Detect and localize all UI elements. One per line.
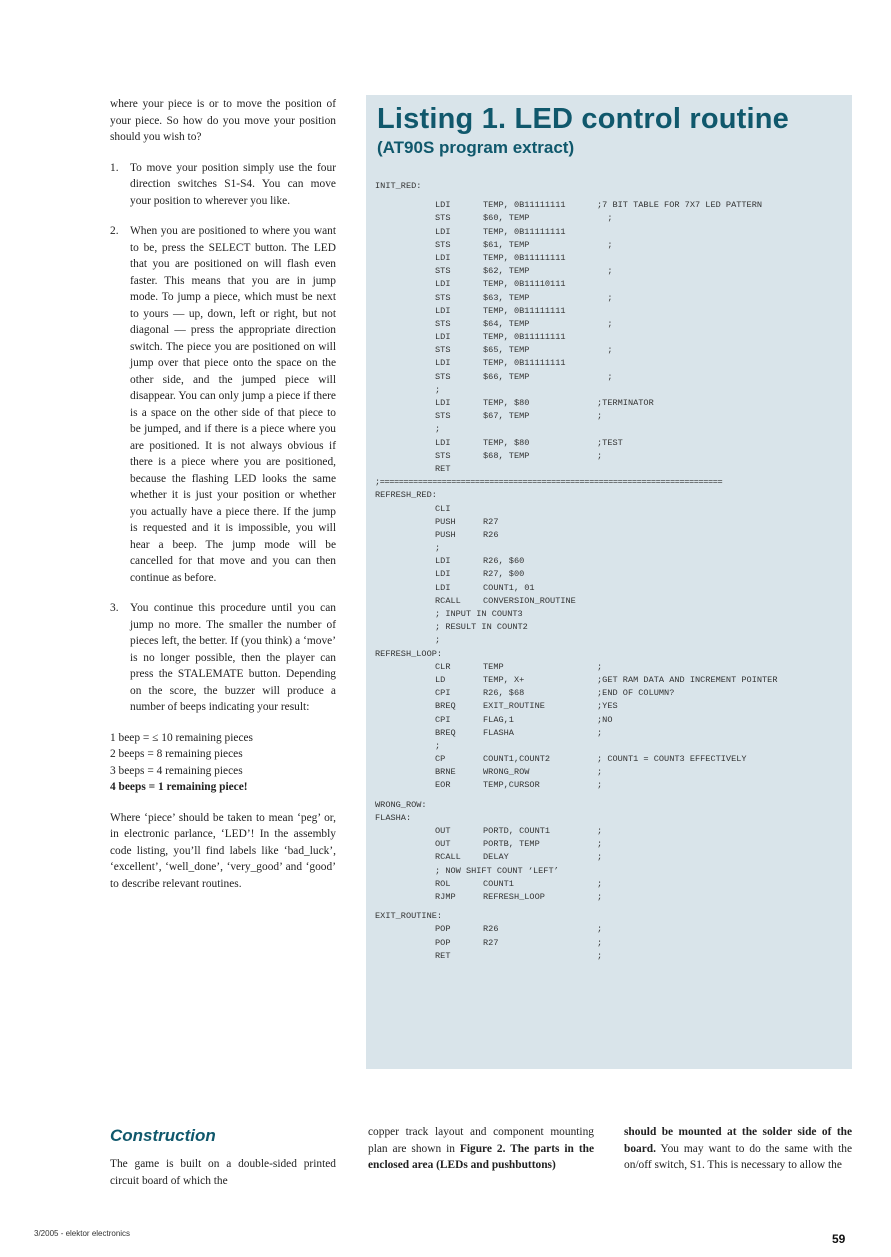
code-arg: TEMP, 0B11111111 [483,200,566,211]
construction-col-2 [368,1124,594,1174]
code-op: STS [435,239,451,250]
code-comment: ;TEST [597,437,623,448]
code-arg: TEMP, 0B11111111 [483,226,566,237]
code-label: FLASHA: [375,812,412,823]
code-line [375,780,845,793]
code-label: WRONG_ROW: [375,799,427,810]
code-op: ROL [435,878,451,889]
code-line [375,319,845,332]
code-arg: TEMP, $80 [483,437,530,448]
beep-results [110,730,336,796]
code-op: EOR [435,780,451,791]
code-arg: TEMP, 0B11110111 [483,279,566,290]
code-label: EXIT_ROUTINE: [375,911,443,922]
code-op: CLR [435,661,451,672]
page-number: 59 [832,1232,846,1246]
code-op: PUSH [435,516,456,527]
code-op: ; RESULT IN COUNT2 [435,622,528,633]
code-arg: TEMP, X+ [483,674,525,685]
code-comment: ;YES [597,701,618,712]
beep-line: 1 beep = ≤ 10 remaining pieces [110,731,253,744]
code-block [375,181,845,964]
code-op: STS [435,450,451,461]
code-arg: $66, TEMP [483,371,530,382]
code-comment: ; COUNT1 = COUNT3 EFFECTIVELY [597,754,747,765]
code-op: BREQ [435,701,456,712]
code-comment: ;TERMINATOR [597,398,654,408]
code-op: LDI [435,582,451,593]
list-text: You continue this procedure until you can jump no more. The smaller the number of pieces left, the better. If (you think) a ‘move’ is no longer possible, then the player can press the STALEMATE button. Depending on the score, the buzzer will produce a number of beeps indicating your result: [130,602,336,713]
code-op: ; [435,740,441,751]
code-op: LDI [435,279,451,290]
code-op: LDI [435,226,451,237]
construction-text: You may want to do the same with the on/off switch, S1. This is necessary to allow the [624,1142,852,1171]
code-label: REFRESH_LOOP: [375,648,443,659]
code-arg: TEMP, 0B11111111 [483,358,566,369]
beep-line: 4 beeps = 1 remaining piece! [110,781,248,793]
construction-col-3 [624,1124,852,1174]
code-op: LDI [435,556,451,567]
code-line [375,839,845,852]
code-comment: ; [597,213,613,224]
code-op: RJMP [435,891,456,902]
code-line [375,306,845,319]
code-arg: R27 [483,937,499,948]
code-line [375,866,845,879]
construction-text-bold: Figure 2. The parts in the enclosed area (LEDs and pushbuttons) [368,1142,595,1171]
code-arg: $63, TEMP [483,292,530,303]
list-number: 3. [110,602,119,614]
code-op: OUT [435,839,451,850]
code-line [375,583,845,596]
code-op: POP [435,937,451,948]
code-op: CPI [435,688,451,699]
code-comment: ; [597,780,603,791]
code-comment: ; [597,239,613,250]
code-op: LDI [435,200,451,211]
construction-text-bold: should be mounted at the solder side of the board. [624,1126,852,1155]
code-arg: EXIT_ROUTINE [483,701,545,712]
instruction-list [110,160,336,716]
beep-line: 2 beeps = 8 remaining pieces [110,748,243,760]
code-arg: $67, TEMP [483,411,530,422]
code-arg: REFRESH_LOOP [483,891,545,902]
intro-paragraph: where your piece is or to move the position of your piece. So how do you move your position should you wish to? [110,98,336,143]
code-comment: ; [597,318,613,329]
code-op: STS [435,345,451,356]
code-arg: R27, $00 [483,569,525,580]
code-op: POP [435,924,451,935]
code-op: CLI [435,503,451,514]
code-listing-box [366,95,852,1069]
code-comment: ; [597,839,603,850]
code-comment: ; [597,450,603,461]
code-line [375,688,845,701]
code-arg: R26 [483,529,499,540]
code-op: LDI [435,398,451,408]
code-op: RET [435,463,451,474]
code-op: LDI [435,332,451,343]
code-comment: ; [597,266,613,277]
code-arg: R26, $68 [483,688,525,699]
code-line [375,701,845,714]
code-op: ; INPUT IN COUNT3 [435,609,523,619]
code-op: LDI [435,252,451,263]
code-line [375,490,845,503]
code-comment: ; [597,826,603,836]
code-line [375,227,845,240]
code-op: BRNE [435,767,456,778]
code-arg: TEMP,CURSOR [483,780,540,791]
code-arg: WRONG_ROW [483,767,530,778]
code-line [375,569,845,582]
code-line [375,464,845,477]
code-arg: COUNT1 [483,878,514,889]
code-line [375,767,845,780]
code-line [375,715,845,728]
code-arg: R26, $60 [483,556,525,567]
code-op: STS [435,371,451,382]
code-op: ; [435,384,441,395]
construction-heading: Construction [110,1126,216,1145]
code-separator: ;======================================================================== [375,477,723,488]
code-line [375,649,845,662]
code-op: ; NOW SHIFT COUNT ‘LEFT’ [435,865,559,876]
code-op: STS [435,213,451,224]
code-line [375,385,845,398]
code-line [375,924,845,937]
code-op: LD [435,674,446,685]
code-line [375,279,845,292]
code-line [375,852,845,865]
code-comment: ; [597,950,603,961]
code-line [375,477,845,490]
list-item [110,223,336,586]
list-item [110,600,336,716]
left-column [110,96,336,892]
code-comment: ;NO [597,714,613,725]
code-op: LDI [435,358,451,369]
list-number: 1. [110,161,119,174]
code-arg: R27 [483,516,499,527]
code-line [375,951,845,964]
code-arg: PORTB, TEMP [483,839,540,850]
code-line [375,266,845,279]
code-op: STS [435,292,451,303]
code-arg: PORTD, COUNT1 [483,826,551,836]
code-arg: $60, TEMP [483,213,530,224]
code-comment: ; [597,852,603,863]
code-line [375,635,845,648]
code-arg: COUNT1, 01 [483,582,535,593]
construction-col-1: The game is built on a double-sided printed circuit board of which the [110,1158,336,1187]
list-text: To move your position simply use the four direction switches S1-S4. You can move your position to wherever you like. [130,161,336,207]
code-arg: $65, TEMP [483,345,530,356]
code-line [375,675,845,688]
code-line [375,826,845,839]
code-line [375,543,845,556]
beep-line: 3 beeps = 4 remaining pieces [110,764,243,777]
code-comment: ; [597,878,603,889]
code-op: RCALL [435,595,461,606]
code-arg: COUNT1,COUNT2 [483,754,551,765]
code-line [375,892,845,905]
code-arg: CONVERSION_ROUTINE [483,595,576,606]
code-line [375,411,845,424]
code-arg: FLASHA [483,727,514,738]
code-arg: TEMP, 0B11111111 [483,332,566,343]
code-line [375,728,845,741]
code-arg: $68, TEMP [483,450,530,461]
code-line [375,345,845,358]
code-op: RCALL [435,852,461,863]
code-line [375,662,845,675]
code-line [375,438,845,451]
code-op: LDI [435,305,451,316]
code-label: REFRESH_RED: [375,490,437,501]
code-arg: TEMP, $80 [483,398,530,408]
code-comment: ;7 BIT TABLE FOR 7X7 LED PATTERN [597,200,763,211]
code-op: BREQ [435,727,456,738]
code-line [375,800,845,813]
code-line [375,530,845,543]
code-comment: ; [597,661,603,672]
code-line [375,372,845,385]
construction-text: copper track layout and component mounting plan are shown in [368,1126,594,1155]
code-line [375,504,845,517]
code-line [375,911,845,924]
code-op: STS [435,266,451,277]
code-line [375,240,845,253]
code-op: ; [435,635,441,646]
code-line [375,424,845,437]
list-number: 2. [110,225,119,237]
code-op: ; [435,424,441,435]
code-op: STS [435,318,451,329]
code-comment: ; [597,292,613,303]
code-arg: FLAG,1 [483,714,514,725]
code-line [375,517,845,530]
code-comment: ;END OF COLUMN? [597,688,675,699]
code-arg: TEMP [483,661,504,672]
code-line [375,622,845,635]
code-line [375,596,845,609]
piece-paragraph: Where ‘piece’ should be taken to mean ‘peg’ or, in electronic parlance, ‘LED’! In the assembly code listing, you’ll find labels like ‘bad_luck’, ‘excellent’, ‘well_done’, ‘very_good’ and ‘good’ to describe relevant routines. [110,811,336,890]
code-op: STS [435,411,451,422]
code-line [375,358,845,371]
code-line [375,181,845,194]
code-comment: ;GET RAM DATA AND INCREMENT POINTER [597,674,778,685]
code-comment: ; [597,924,603,935]
code-line [375,938,845,951]
code-line [375,398,845,411]
code-arg: $61, TEMP [483,239,530,250]
code-comment: ; [597,767,603,778]
code-comment: ; [597,891,603,902]
code-line [375,213,845,226]
code-comment: ; [597,345,613,356]
code-line [375,293,845,306]
code-line [375,332,845,345]
listing-subtitle: (AT90S program extract) [377,138,575,157]
code-op: RET [435,950,451,961]
code-line [375,609,845,622]
code-arg: $64, TEMP [483,318,530,329]
listing-title: Listing 1. LED control routine [377,103,789,135]
code-comment: ; [597,371,613,382]
code-op: CPI [435,714,451,725]
code-line [375,813,845,826]
code-line [375,451,845,464]
code-op: OUT [435,826,451,836]
list-item [110,160,336,210]
code-op: ; [435,543,441,554]
code-arg: TEMP, 0B11111111 [483,305,566,316]
code-line [375,754,845,767]
code-line [375,741,845,754]
code-line [375,253,845,266]
code-comment: ; [597,937,603,948]
code-arg: TEMP, 0B11111111 [483,252,566,263]
code-line [375,556,845,569]
list-text: When you are positioned to where you want to be, press the SELECT button. The LED that you are positioned on will flash even faster. This means that you are in jump mode. To jump a piece, which must be next to yours — up, down, left or right, but not diagonal — press the appropriate direction switch. The piece you are positioned on will jump over that piece onto the space on the other side, and the jumped piece will disappear. You can only jump a piece if there is a space on the other side of that piece to be jumped, and if there is a piece where you are positioned. It is not always obvious if there is a piece where you are positioned, because the flashing LED looks the same whether it is just your position or whether you actually have a piece there. If the jump is requested and it is impossible, you will hear a beep. The jump mode will be cancelled for that move and you can then continue as before. [130,225,336,584]
footer-issue: 3/2005 - elektor electronics [34,1229,131,1238]
code-line [375,200,845,213]
code-op: LDI [435,437,451,448]
code-line [375,879,845,892]
code-op: PUSH [435,529,456,540]
code-arg: $62, TEMP [483,266,530,277]
code-comment: ; [597,727,603,738]
code-op: CP [435,754,446,765]
code-op: LDI [435,569,451,580]
code-arg: R26 [483,924,499,935]
code-arg: DELAY [483,852,509,863]
code-label: INIT_RED: [375,181,422,191]
code-comment: ; [597,411,603,422]
